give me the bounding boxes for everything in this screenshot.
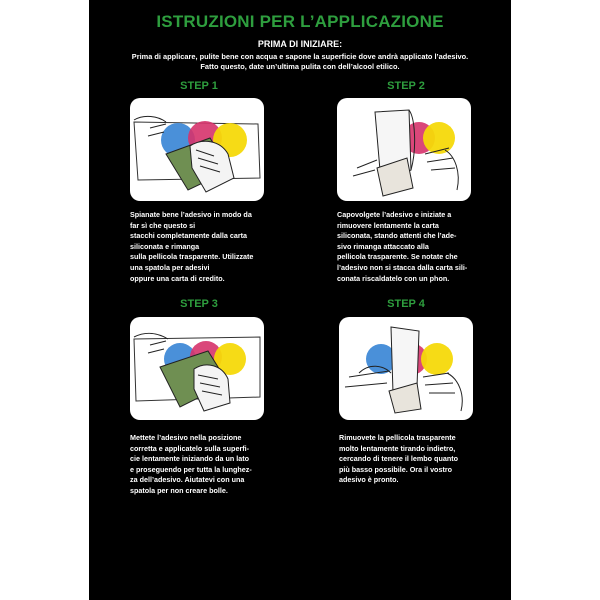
- step-2-line: pellicola trasparente. Se notate che: [337, 252, 458, 262]
- step-2-line: siliconata, stando attenti che l’ade-: [337, 231, 457, 241]
- step-2-line: sivo rimanga attaccato alla: [337, 241, 429, 251]
- step-4-title: STEP 4: [387, 298, 425, 310]
- step-4-drawing: [339, 317, 473, 420]
- step-4-line: Rimuovete la pellicola trasparente: [339, 433, 456, 442]
- step-2-description: [337, 210, 487, 284]
- step-3-line: e proseguendo per tutta la lunghez-: [130, 464, 252, 474]
- step-3-drawing: [130, 317, 264, 420]
- step-4-line: adesivo è pronto.: [339, 475, 399, 485]
- intro-text: [109, 52, 491, 72]
- step-3-line: cie lentamente iniziando da un lato: [130, 454, 250, 464]
- step-2-line: rimuovere lentamente la carta: [337, 220, 439, 230]
- step-4-description: [339, 433, 489, 486]
- step-3-line: corretta e applicatelo sulla superfi-: [130, 443, 250, 453]
- step-3-illustration: [130, 317, 264, 420]
- section-subtitle: PRIMA DI INIZIARE:: [257, 39, 343, 49]
- step-3-description: [130, 433, 280, 497]
- page-title: ISTRUZIONI PER L’APPLICAZIONE: [156, 12, 444, 31]
- step-3-title: STEP 3: [180, 298, 218, 310]
- step-3-line: spatola per non creare bolle.: [130, 485, 228, 495]
- step-3-line: Mettete l’adesivo nella posizione: [130, 433, 242, 442]
- step-1-title: STEP 1: [180, 80, 218, 92]
- step-1-line: una spatola per adesivi: [130, 262, 210, 272]
- step-1-line: Spianate bene l’adesivo in modo da: [130, 210, 252, 219]
- step-1-line: oppure una carta di credito.: [130, 273, 225, 283]
- step-2-line: l’adesivo non si stacca dalla carta sili-: [337, 262, 468, 272]
- step-2-title: STEP 2: [387, 80, 425, 92]
- step-1-line: siliconata e rimanga: [130, 241, 200, 251]
- step-4-illustration: [339, 317, 473, 420]
- intro-line: Prima di applicare, pulite bene con acqua e sapone la superficie dove andrà applicato l’adesivo.: [131, 52, 469, 61]
- instruction-sheet: [89, 0, 511, 600]
- step-4-line: più basso possibile. Ora il vostro: [339, 464, 453, 474]
- step-4-line: cercando di tenere il lembo quanto: [339, 454, 459, 464]
- step-1-drawing: [130, 98, 264, 201]
- step-1-line: far sì che questo si: [130, 220, 196, 230]
- step-2-drawing: [337, 98, 471, 201]
- step-1-description: [130, 210, 280, 284]
- step-3-line: za dell’adesivo. Aiutatevi con una: [130, 475, 245, 485]
- step-1-line: sulla pellicola trasparente. Utilizzate: [130, 252, 254, 262]
- step-2-line: Capovolgete l’adesivo e iniziate a: [337, 210, 452, 219]
- step-2-line: conata riscaldatelo con un phon.: [337, 273, 450, 283]
- step-4-line: molto lentamente tirando indietro,: [339, 443, 456, 453]
- step-1-line: stacchi completamente dalla carta: [130, 231, 248, 241]
- intro-line: Fatto questo, date un’ultima pulita con dell’alcool etilico.: [200, 62, 400, 71]
- step-1-illustration: [130, 98, 264, 201]
- step-2-illustration: [337, 98, 471, 201]
